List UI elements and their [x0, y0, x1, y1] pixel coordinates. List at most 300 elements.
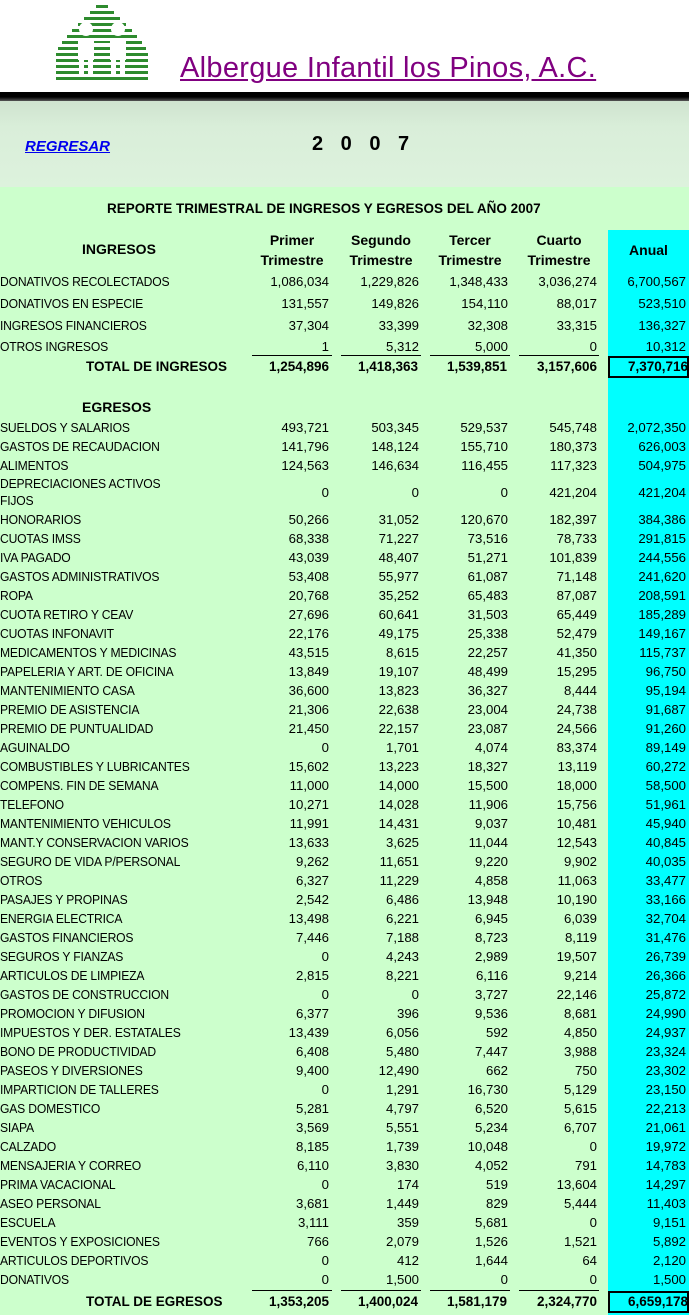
row-label: BONO DE PRODUCTIVIDAD	[0, 1044, 156, 1059]
table-row	[0, 890, 689, 909]
row-label: MANT.Y CONSERVACION VARIOS	[0, 835, 189, 850]
table-row	[0, 567, 689, 586]
annual-value: 1,500	[652, 1272, 686, 1287]
table-row	[0, 1175, 689, 1194]
quarter-value: 3,830	[385, 1158, 419, 1173]
quarter-value: 7,188	[385, 930, 419, 945]
quarter-value: 13,119	[557, 759, 597, 774]
row-label: ROPA	[0, 588, 33, 603]
quarter-value: 8,185	[295, 1139, 329, 1154]
quarter-value: 8,119	[564, 930, 597, 945]
quarter-value: 3,569	[295, 1120, 329, 1135]
total-ingresos-row	[0, 357, 689, 377]
quarter-value: 11,651	[379, 854, 419, 869]
annual-value: 33,166	[645, 892, 686, 907]
total-value: 3,157,606	[536, 359, 597, 374]
quarter-value: 412	[396, 1253, 419, 1268]
quarter-value: 3,036,274	[538, 274, 597, 289]
quarter-value: 0	[411, 987, 419, 1002]
quarter-value: 71,227	[378, 531, 419, 546]
quarter-value: 5,615	[563, 1101, 597, 1116]
quarter-value: 1,086,034	[270, 274, 329, 289]
row-label: PASEOS Y DIVERSIONES	[0, 1063, 143, 1078]
total-value: 1,418,363	[357, 359, 418, 374]
annual-value: 244,556	[638, 550, 686, 565]
quarter-value: 22,146	[556, 987, 597, 1002]
annual-value: 2,072,350	[627, 420, 686, 435]
table-row	[0, 437, 689, 456]
quarter-value: 36,600	[288, 683, 329, 698]
total-rule	[430, 1290, 510, 1291]
annual-value: 40,845	[645, 835, 686, 850]
row-label: MENSAJERIA Y CORREO	[0, 1158, 142, 1173]
table-row	[0, 337, 689, 356]
annual-value: 185,289	[638, 607, 686, 622]
row-label: CUOTAS INFONAVIT	[0, 626, 114, 641]
row-label: SEGUROS Y FIANZAS	[0, 949, 124, 964]
quarter-value: 6,707	[563, 1120, 597, 1135]
quarter-value: 4,243	[385, 949, 419, 964]
row-label: GASTOS ADMINISTRATIVOS	[0, 569, 160, 584]
quarter-value: 1,500	[385, 1272, 419, 1287]
quarter-value: 36,327	[467, 683, 508, 698]
quarter-value: 87,087	[556, 588, 597, 603]
quarter-value: 13,604	[556, 1177, 597, 1192]
quarter-value: 0	[321, 1253, 329, 1268]
report-year: 2 0 0 7	[312, 133, 416, 155]
row-label: CUOTA RETIRO Y CEAV	[0, 607, 134, 622]
quarter-value: 60,641	[378, 607, 419, 622]
total-rule	[519, 355, 599, 356]
col-header-annual: Anual	[629, 242, 668, 258]
row-label: ASEO PERSONAL	[0, 1196, 101, 1211]
annual-value: 25,872	[645, 987, 686, 1002]
row-label: SIAPA	[0, 1120, 34, 1135]
back-link[interactable]: REGRESAR	[25, 138, 111, 155]
quarter-value: 750	[574, 1063, 597, 1078]
quarter-value: 19,107	[378, 664, 419, 679]
quarter-value: 662	[485, 1063, 508, 1078]
table-row	[0, 605, 689, 624]
quarter-value: 73,516	[467, 531, 508, 546]
quarter-value: 13,823	[378, 683, 419, 698]
annual-value: 91,687	[645, 702, 686, 717]
annual-value: 11,403	[646, 1196, 686, 1211]
quarter-value: 1,701	[385, 740, 419, 755]
quarter-value: 49,175	[378, 626, 419, 641]
annual-value: 19,972	[645, 1139, 686, 1154]
row-label: ENERGIA ELECTRICA	[0, 911, 123, 926]
table-row	[0, 700, 689, 719]
quarter-value: 21,306	[288, 702, 329, 717]
quarter-value: 32,308	[467, 318, 508, 333]
annual-value: 14,297	[645, 1177, 686, 1192]
row-label: OTROS	[0, 873, 43, 888]
quarter-value: 592	[485, 1025, 508, 1040]
col-header-q2: Segundo Trimestre	[349, 232, 413, 268]
quarter-value: 22,157	[378, 721, 419, 736]
annual-value: 60,272	[645, 759, 686, 774]
annual-value: 45,940	[645, 816, 686, 831]
quarter-value: 83,374	[556, 740, 597, 755]
table-row	[0, 928, 689, 947]
quarter-value: 149,826	[371, 296, 419, 311]
quarter-value: 22,638	[378, 702, 419, 717]
quarter-value: 101,839	[549, 550, 597, 565]
quarter-value: 141,796	[281, 439, 329, 454]
quarter-value: 64	[582, 1253, 597, 1268]
annual-value: 24,937	[645, 1025, 686, 1040]
total-egresos-row	[0, 1292, 689, 1312]
quarter-value: 48,499	[467, 664, 508, 679]
row-label: HONORARIOS	[0, 512, 82, 527]
quarter-value: 0	[321, 1177, 329, 1192]
quarter-value: 22,176	[288, 626, 329, 641]
annual-value: 91,260	[645, 721, 686, 736]
total-label: TOTAL DE EGRESOS	[86, 1294, 223, 1309]
annual-value: 504,975	[638, 458, 686, 473]
quarter-value: 23,004	[467, 702, 508, 717]
quarter-value: 14,000	[378, 778, 419, 793]
quarter-value: 13,439	[288, 1025, 329, 1040]
annual-value: 89,149	[645, 740, 686, 755]
row-label: IMPUESTOS Y DER. ESTATALES	[0, 1025, 181, 1040]
annual-value: 26,739	[645, 949, 686, 964]
annual-value: 24,990	[645, 1006, 686, 1021]
quarter-value: 13,849	[288, 664, 329, 679]
quarter-value: 0	[411, 485, 419, 500]
annual-value: 33,477	[645, 873, 686, 888]
ingresos-heading: INGRESOS	[82, 241, 156, 257]
table-row	[0, 1099, 689, 1118]
row-label: MANTENIMIENTO CASA	[0, 683, 135, 698]
total-value: 1,254,896	[268, 359, 329, 374]
quarter-value: 6,056	[385, 1025, 419, 1040]
quarter-value: 19,507	[556, 949, 597, 964]
quarter-value: 2,079	[385, 1234, 419, 1249]
quarter-value: 0	[321, 949, 329, 964]
annual-value: 14,783	[645, 1158, 686, 1173]
annual-total-box	[608, 1291, 689, 1313]
egresos-heading: EGRESOS	[82, 399, 152, 415]
quarter-value: 493,721	[281, 420, 329, 435]
quarter-value: 6,408	[295, 1044, 329, 1059]
quarter-value: 396	[396, 1006, 419, 1021]
quarter-value: 0	[589, 1272, 597, 1287]
col-header-q1: Primer Trimestre	[260, 232, 324, 268]
quarter-value: 3,111	[297, 1215, 329, 1230]
table-row	[0, 529, 689, 548]
quarter-value: 0	[321, 740, 329, 755]
row-label: SEGURO DE VIDA P/PERSONAL	[0, 854, 181, 869]
quarter-value: 0	[321, 485, 329, 500]
quarter-value: 421,204	[549, 485, 597, 500]
annual-value: 21,061	[645, 1120, 686, 1135]
quarter-value: 0	[589, 1139, 597, 1154]
table-row	[0, 719, 689, 738]
report-title: REPORTE TRIMESTRAL DE INGRESOS Y EGRESOS DEL AÑO 2007	[107, 201, 541, 216]
quarter-value: 519	[485, 1177, 508, 1192]
quarter-value: 3,681	[295, 1196, 329, 1211]
quarter-value: 5,281	[295, 1101, 329, 1116]
quarter-value: 529,537	[460, 420, 508, 435]
annual-value: 58,500	[645, 778, 686, 793]
annual-value: 10,312	[645, 339, 686, 354]
quarter-value: 791	[574, 1158, 597, 1173]
table-row	[0, 1137, 689, 1156]
quarter-value: 43,039	[288, 550, 329, 565]
total-value: 1,353,205	[268, 1294, 329, 1309]
quarter-value: 11,044	[468, 835, 508, 850]
table-row	[0, 833, 689, 852]
table-row	[0, 814, 689, 833]
annual-value: 6,700,567	[627, 274, 686, 289]
table-row	[0, 1023, 689, 1042]
table-row	[0, 1213, 689, 1232]
quarter-value: 0	[589, 1215, 597, 1230]
quarter-value: 7,447	[474, 1044, 508, 1059]
quarter-value: 1,526	[474, 1234, 508, 1249]
quarter-value: 78,733	[556, 531, 597, 546]
annual-value: 96,750	[645, 664, 686, 679]
annual-value: 241,620	[638, 569, 686, 584]
quarter-value: 3,625	[385, 835, 419, 850]
table-row	[0, 852, 689, 871]
annual-value: 421,204	[638, 485, 686, 500]
quarter-value: 829	[485, 1196, 508, 1211]
annual-value: 23,302	[645, 1063, 686, 1078]
quarter-value: 37,304	[288, 318, 329, 333]
quarter-value: 13,223	[378, 759, 419, 774]
quarter-value: 14,028	[378, 797, 419, 812]
annual-value: 23,150	[645, 1082, 686, 1097]
table-row	[0, 681, 689, 700]
quarter-value: 21,450	[288, 721, 329, 736]
table-row	[0, 909, 689, 928]
total-rule	[430, 355, 510, 356]
quarter-value: 3,988	[563, 1044, 597, 1059]
row-label: PAPELERIA Y ART. DE OFICINA	[0, 664, 174, 679]
row-label: ARTICULOS DEPORTIVOS	[0, 1253, 149, 1268]
total-value: 7,370,716	[627, 359, 688, 374]
total-value: 1,581,179	[446, 1294, 507, 1309]
quarter-value: 5,681	[474, 1215, 508, 1230]
quarter-value: 10,271	[288, 797, 329, 812]
quarter-value: 9,536	[474, 1006, 508, 1021]
row-label: CALZADO	[0, 1139, 57, 1154]
quarter-value: 48,407	[378, 550, 419, 565]
row-label: GASTOS DE CONSTRUCCION	[0, 987, 169, 1002]
quarter-value: 25,338	[467, 626, 508, 641]
row-label: TELEFONO	[0, 797, 64, 812]
quarter-value: 116,455	[461, 458, 508, 473]
table-row	[0, 1232, 689, 1251]
total-value: 1,539,851	[446, 359, 507, 374]
quarter-value: 13,948	[467, 892, 508, 907]
quarter-value: 3,727	[474, 987, 508, 1002]
quarter-value: 52,479	[556, 626, 597, 641]
row-label: DONATIVOS EN ESPECIE	[0, 296, 144, 311]
quarter-value: 1,449	[385, 1196, 419, 1211]
quarter-value: 0	[589, 339, 597, 354]
quarter-value: 5,551	[385, 1120, 419, 1135]
table-row	[0, 418, 689, 437]
organization-name[interactable]: Albergue Infantil los Pinos, A.C.	[180, 52, 597, 84]
quarter-value: 4,074	[474, 740, 508, 755]
table-row	[0, 510, 689, 529]
annual-value: 149,167	[638, 626, 686, 641]
row-label: IVA PAGADO	[0, 550, 71, 565]
quarter-value: 18,327	[467, 759, 508, 774]
quarter-value: 24,738	[556, 702, 597, 717]
table-row	[0, 294, 689, 313]
quarter-value: 12,490	[378, 1063, 419, 1078]
quarter-value: 1,291	[385, 1082, 419, 1097]
albergue-logo	[56, 3, 148, 81]
annual-total-box	[608, 356, 689, 378]
quarter-value: 359	[396, 1215, 419, 1230]
quarter-value: 5,000	[474, 339, 508, 354]
quarter-value: 2,542	[295, 892, 329, 907]
quarter-value: 11,063	[557, 873, 597, 888]
quarter-value: 1,644	[474, 1253, 508, 1268]
quarter-value: 1	[321, 339, 329, 354]
total-rule	[341, 1290, 421, 1291]
quarter-value: 13,633	[288, 835, 329, 850]
quarter-value: 0	[500, 1272, 508, 1287]
quarter-value: 88,017	[556, 296, 597, 311]
row-label: MANTENIMIENTO VEHICULOS	[0, 816, 171, 831]
table-row	[0, 662, 689, 681]
total-value: 1,400,024	[357, 1294, 418, 1309]
table-row	[0, 947, 689, 966]
row-label: DEPRECIACIONES ACTIVOS FIJOS	[0, 476, 161, 508]
table-row	[0, 871, 689, 890]
annual-value: 22,213	[645, 1101, 686, 1116]
annual-value: 95,194	[645, 683, 686, 698]
quarter-value: 8,615	[385, 645, 419, 660]
quarter-value: 6,377	[295, 1006, 329, 1021]
table-row	[0, 985, 689, 1004]
table-row	[0, 643, 689, 662]
row-label: SUELDOS Y SALARIOS	[0, 420, 130, 435]
quarter-value: 35,252	[378, 588, 419, 603]
quarter-value: 51,271	[467, 550, 508, 565]
quarter-value: 10,481	[556, 816, 597, 831]
quarter-value: 11,906	[468, 797, 508, 812]
quarter-value: 10,048	[467, 1139, 508, 1154]
quarter-value: 27,696	[288, 607, 329, 622]
annual-value: 208,591	[638, 588, 686, 603]
row-label: IMPARTICION DE TALLERES	[0, 1082, 159, 1097]
quarter-value: 9,220	[474, 854, 508, 869]
quarter-value: 33,399	[378, 318, 419, 333]
quarter-value: 13,498	[288, 911, 329, 926]
quarter-value: 1,348,433	[449, 274, 508, 289]
table-row	[0, 624, 689, 643]
quarter-value: 148,124	[371, 439, 419, 454]
table-row	[0, 1156, 689, 1175]
quarter-value: 6,116	[475, 968, 508, 983]
quarter-value: 120,670	[460, 512, 508, 527]
row-label: PRIMA VACACIONAL	[0, 1177, 116, 1192]
quarter-value: 5,480	[385, 1044, 419, 1059]
quarter-value: 6,039	[563, 911, 597, 926]
table-row	[0, 1042, 689, 1061]
annual-value: 40,035	[645, 854, 686, 869]
quarter-value: 22,257	[467, 645, 508, 660]
col-header-q3: Tercer Trimestre	[438, 232, 502, 268]
quarter-value: 6,520	[474, 1101, 508, 1116]
annual-value: 5,892	[652, 1234, 686, 1249]
quarter-value: 68,338	[288, 531, 329, 546]
quarter-value: 6,945	[474, 911, 508, 926]
quarter-value: 43,515	[288, 645, 329, 660]
quarter-value: 766	[306, 1234, 329, 1249]
table-row	[0, 966, 689, 985]
quarter-value: 4,850	[563, 1025, 597, 1040]
annual-value: 23,324	[645, 1044, 686, 1059]
quarter-value: 9,214	[563, 968, 597, 983]
header-divider	[0, 92, 689, 101]
quarter-value: 23,087	[467, 721, 508, 736]
quarter-value: 0	[321, 1082, 329, 1097]
quarter-value: 33,315	[556, 318, 597, 333]
row-label: PREMIO DE ASISTENCIA	[0, 702, 140, 717]
quarter-value: 4,052	[474, 1158, 508, 1173]
quarter-value: 9,902	[563, 854, 597, 869]
quarter-value: 11,229	[379, 873, 419, 888]
table-row	[0, 272, 689, 291]
row-label: PASAJES Y PROPINAS	[0, 892, 128, 907]
row-label: CUOTAS IMSS	[0, 531, 81, 546]
quarter-value: 8,723	[474, 930, 508, 945]
quarter-value: 1,229,826	[360, 274, 419, 289]
quarter-value: 5,444	[563, 1196, 597, 1211]
table-row	[0, 1251, 689, 1270]
quarter-value: 6,486	[385, 892, 419, 907]
table-row	[0, 1270, 689, 1289]
row-label: GASTOS FINANCIEROS	[0, 930, 134, 945]
table-row	[0, 548, 689, 567]
quarter-value: 6,327	[295, 873, 329, 888]
row-label: MEDICAMENTOS Y MEDICINAS	[0, 645, 177, 660]
row-label: COMBUSTIBLES Y LUBRICANTES	[0, 759, 190, 774]
table-row	[0, 1118, 689, 1137]
row-label: DONATIVOS RECOLECTADOS	[0, 274, 170, 289]
quarter-value: 5,234	[474, 1120, 508, 1135]
total-rule	[341, 355, 421, 356]
quarter-value: 7,446	[295, 930, 329, 945]
quarter-value: 182,397	[549, 512, 597, 527]
quarter-value: 545,748	[549, 420, 597, 435]
col-header-q4: Cuarto Trimestre	[527, 232, 591, 268]
quarter-value: 1,521	[563, 1234, 597, 1249]
quarter-value: 124,563	[281, 458, 329, 473]
annual-value: 26,366	[645, 968, 686, 983]
quarter-value: 5,312	[385, 339, 419, 354]
annual-value: 291,815	[638, 531, 686, 546]
annual-value: 32,704	[645, 911, 686, 926]
table-row	[0, 1061, 689, 1080]
row-label: EVENTOS Y EXPOSICIONES	[0, 1234, 160, 1249]
annual-value: 626,003	[638, 439, 686, 454]
quarter-value: 0	[321, 987, 329, 1002]
quarter-value: 24,566	[556, 721, 597, 736]
quarter-value: 9,400	[295, 1063, 329, 1078]
table-row	[0, 1004, 689, 1023]
quarter-value: 9,037	[474, 816, 508, 831]
